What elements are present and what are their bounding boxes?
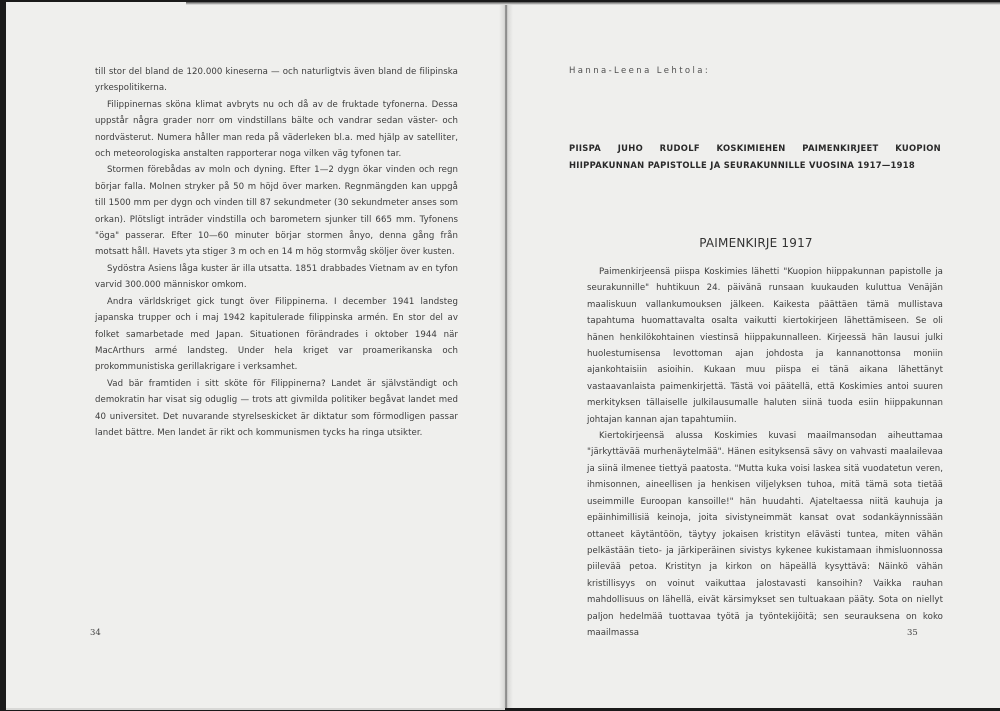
book-spread [6,2,1000,708]
page-number: 34 [90,628,101,638]
left-page-body [95,64,458,441]
paragraph: Filippinernas sköna klimat avbryts nu och då av de fruktade tyfonerna. Dessa uppstår några grader norr om vindstillans bälte och vandrar sedan väster- och nordvästerut. Numera håller man reda på väderleken bl.a. med hjälp av satelliter, och meteorologiska anstalten rapporterar noga vilken väg tyfonen tar. [95,99,458,160]
paragraph: till stor del bland de 120.000 kineserna — och naturligtvis även bland de filipinska yrkespolitikerna. [95,67,458,94]
paragraph: Stormen förebådas av moln och dyning. Efter 1—2 dygn ökar vinden och regn börjar falla. Molnen stryker på 50 m höjd över marken. Regnmängden kan uppgå till 1500 mm per dygn och vinden till 87 sekundmeter (30 sekundmeter anses som orkan). Plötsligt inträder vindstilla och barometern sjunker till 665 mm. Tyfonens "öga" passerar. Efter 10—60 minuter börjar stormen ånyo, denna gång från motsatt håll. Havets yta stiger 3 m och en 14 m hög stormvåg sköljer över kusten. [95,165,458,258]
paragraph: Kiertokirjeensä alussa Koskimies kuvasi maailmansodan aiheuttamaa "järkyttävää murhenäytelmää". Hänen esityksensä sävy on vahvasti maalailevaa ja siinä ilmenee tiettyä paatosta. "Mutta kuka voisi laskea sitä vuodatetun veren, ihmisonnen, aineellisen ja henkisen viljelyksen tuhoa, mitä tämä sota tietää useimmille Euroopan kansoille!" hän huudahti. Ajateltaessa niitä kauhuja ja epäinhimillisiä keinoja, joita sivistyneimmät kansat ovat sodankäynnissään ottaneet käytäntöön, täytyy jokaisen kristityn elävästi tuntea, miten vähän pelkästään tieto- ja järkiperäinen sivistys kykenee kukistamaan ihmisluonnossa piilevää petoa. Kristityn ja kirkon on häpeällä kysyttävä: Näinkö vähän kristillisyys on voinut vaikuttaa jalostavasti kansoihin? Vaikka rauhan mahdollisuus on lähellä, eivät kärsimykset sen tultuakaan pääty. Sota on niellyt paljon hedelmää tuottavaa työtä ja työntekijöitä; sen seurauksena on koko maailmassa [587,431,943,638]
right-page [505,2,1000,708]
author-name: Hanna-Leena Lehtola: [569,66,711,76]
page-number: 35 [907,628,918,638]
article-title: PIISPA JUHO RUDOLF KOSKIMIEHEN PAIMENKIRJEET KUOPION HIIPPAKUNNAN PAPISTOLLE JA SEURAKUNNILLE VUOSINA 1917—1918 [569,143,941,170]
paragraph: Paimenkirjeensä piispa Koskimies lähetti "Kuopion hiippakunnan papistolle ja seurakunnille" huhtikuun 24. päivänä runsaan kuukauden kuluttua Venäjän maaliskuun vallankumouksen jälkeen. Kaikesta päättäen tämä mullistava tapahtuma huomattavalta osalta vaikutti kiertokirjeen lähettämiseen. Se oli hänen henkilökohtainen viestinsä hiippakunnalleen. Kirjeessä hän lausui julki huolestumisensa levottoman ajan johdosta ja kannanottonsa moniin ajankohtaisiin asioihin. Kukaan muu piispa ei tänä aikana lähettänyt vastaavanlaista paimenkirjettä. Tästä voi päätellä, että Koskimies antoi suuren merkityksen tällaiselle julkilausumalle haluten siinä tuoda esiin hiippakunnan johtajan kannan ajan tapahtumiin. [587,267,943,425]
top-edge-shadow [186,2,1000,5]
right-page-body [587,264,943,641]
paragraph: Vad bär framtiden i sitt sköte för Filippinerna? Landet är självständigt och demokratin har visat sig oduglig — trots att givmilda politiker begåvat landet med 40 universitet. Det nuvarande styrelseskicket är diktatur som förmodligen passar landet bättre. Men landet är rikt och kommunismen tycks ha ringa utsikter. [95,378,458,438]
book-gutter [499,2,513,708]
paragraph: Andra världskriget gick tungt över Filippinerna. I december 1941 landsteg japanska trupper och i maj 1942 kapitulerade filippinska armén. En stor del av folket samarbetade med Japan. Situationen förändrades i oktober 1944 när MacArthurs armé landsteg. Under hela kriget var proamerikanska och prokommunistiska gerillakrigare i verksamhet. [95,296,458,373]
paragraph: Sydöstra Asiens låga kuster är illa utsatta. 1851 drabbades Vietnam av en tyfon varvid 300.000 människor omkom. [95,263,458,291]
section-heading: PAIMENKIRJE 1917 [699,236,813,250]
left-page [6,2,505,710]
